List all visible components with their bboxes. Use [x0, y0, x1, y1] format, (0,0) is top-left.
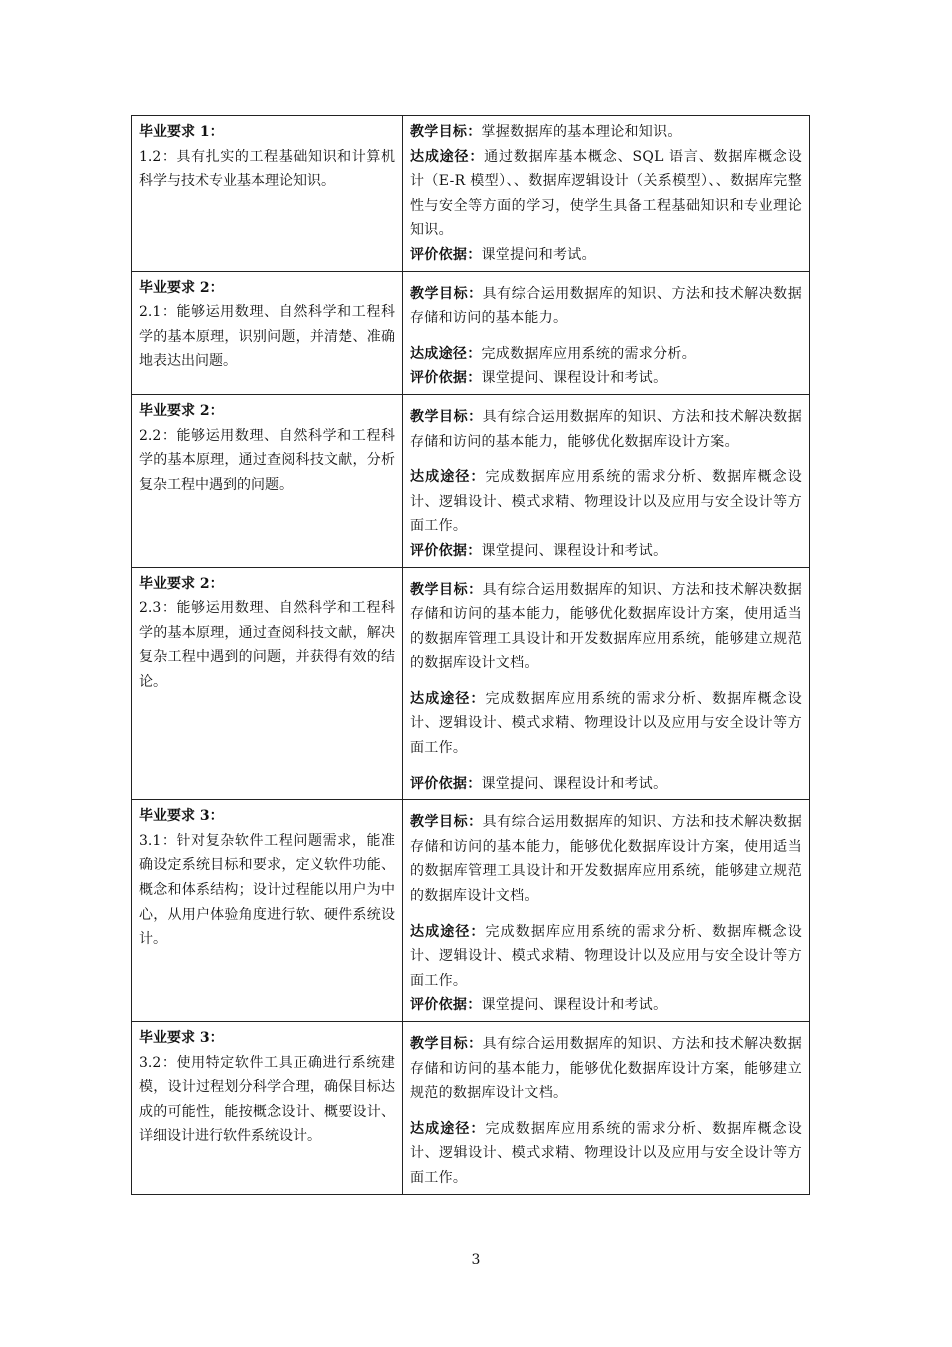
requirement-title: 毕业要求 2： — [139, 402, 224, 419]
goal-text: 具有综合运用数据库的知识、方法和技术解决数据存储和访问的基本能力，能够优化数据库设计方案，能够建立规范的数据库设计文档。 — [410, 1036, 802, 1102]
requirement-title: 毕业要求 2： — [139, 279, 224, 296]
eval-label: 评价依据： — [410, 997, 482, 1014]
path-text: 完成数据库应用系统的需求分析、数据库概念设计、逻辑设计、模式求精、物理设计以及应用与安全设计等方面工作。 — [410, 1120, 802, 1186]
requirement-text: 3.1：针对复杂软件工程问题需求，能准确设定系统目标和要求，定义软件功能、概念和体系结构；设计过程能以用户为中心，从用户体验角度进行软、硬件系统设计。 — [139, 832, 395, 948]
objective-cell — [403, 800, 810, 1022]
requirement-cell — [132, 116, 403, 272]
goal-text: 掌握数据库的基本理论和知识。 — [481, 124, 682, 140]
eval-text: 课堂提问和考试。 — [481, 246, 596, 263]
objective-cell — [403, 567, 810, 800]
path-label: 达成途径： — [410, 690, 486, 707]
goal-label: 教学目标： — [410, 408, 483, 425]
page-number: 3 — [471, 1252, 481, 1268]
requirement-text: 2.1：能够运用数理、自然科学和工程科学的基本原理，识别问题，并清楚、准确地表达出问题。 — [139, 304, 395, 370]
goal-text: 具有综合运用数据库的知识、方法和技术解决数据存储和访问的基本能力，能够优化数据库设计方案，使用适当的数据库管理工具设计和开发数据库应用系统，能够建立规范的数据库设计文档。 — [410, 814, 802, 905]
goal-label: 教学目标： — [410, 1036, 483, 1052]
eval-text: 课堂提问、课程设计和考试。 — [481, 542, 668, 559]
requirement-cell — [132, 1022, 403, 1195]
requirements-table — [131, 115, 810, 1195]
table-row — [132, 800, 810, 1022]
requirement-cell — [132, 567, 403, 800]
objective-cell — [403, 271, 810, 394]
objective-cell — [403, 116, 810, 272]
requirement-title: 毕业要求 3： — [139, 1030, 224, 1046]
table-row — [132, 1022, 810, 1195]
objective-cell — [403, 394, 810, 567]
path-text: 完成数据库应用系统的需求分析、数据库概念设计、逻辑设计、模式求精、物理设计以及应用与安全设计等方面工作。 — [410, 923, 802, 989]
requirement-text: 1.2：具有扎实的工程基础知识和计算机科学与技术专业基本理论知识。 — [139, 148, 395, 190]
requirement-text: 2.3：能够运用数理、自然科学和工程科学的基本原理，通过查阅科技文献，解决复杂工程中遇到的问题，并获得有效的结论。 — [139, 600, 395, 690]
path-label: 达成途径： — [410, 469, 486, 486]
requirement-title: 毕业要求 3： — [139, 808, 224, 825]
goal-label: 教学目标： — [410, 124, 482, 140]
eval-label: 评价依据： — [410, 370, 482, 387]
eval-label: 评价依据： — [410, 775, 482, 792]
eval-label: 评价依据： — [410, 246, 482, 263]
goal-text: 具有综合运用数据库的知识、方法和技术解决数据存储和访问的基本能力，能够优化数据库设计方案。 — [410, 408, 802, 450]
table-row — [132, 271, 810, 394]
path-label: 达成途径： — [410, 1120, 486, 1137]
table-row — [132, 394, 810, 567]
table-row — [132, 116, 810, 272]
path-label: 达成途径： — [410, 923, 486, 940]
path-label: 达成途径： — [410, 148, 485, 165]
eval-label: 评价依据： — [410, 542, 482, 559]
eval-text: 课堂提问、课程设计和考试。 — [481, 775, 668, 792]
path-label: 达成途径： — [410, 345, 482, 362]
path-text: 通过数据库基本概念、SQL 语言、数据库概念设计（E-R 模型）、、数据库逻辑设计（关系模型）、、数据库完整性与安全等方面的学习，使学生具备工程基础知识和专业理论知识。 — [410, 148, 803, 239]
goal-label: 教学目标： — [410, 814, 483, 831]
goal-text: 具有综合运用数据库的知识、方法和技术解决数据存储和访问的基本能力，能够优化数据库设计方案，使用适当的数据库管理工具设计和开发数据库应用系统，能够建立规范的数据库设计文档。 — [410, 581, 802, 672]
goal-text: 具有综合运用数据库的知识、方法和技术解决数据存储和访问的基本能力。 — [410, 285, 802, 327]
requirement-title: 毕业要求 1： — [139, 124, 224, 140]
table-row — [132, 567, 810, 800]
requirement-title: 毕业要求 2： — [139, 575, 224, 592]
eval-text: 课堂提问、课程设计和考试。 — [481, 370, 668, 387]
path-text: 完成数据库应用系统的需求分析、数据库概念设计、逻辑设计、模式求精、物理设计以及应用与安全设计等方面工作。 — [410, 469, 802, 535]
goal-label: 教学目标： — [410, 285, 483, 302]
eval-text: 课堂提问、课程设计和考试。 — [481, 997, 668, 1014]
path-text: 完成数据库应用系统的需求分析。 — [481, 345, 696, 362]
requirement-text: 3.2：使用特定软件工具正确进行系统建模，设计过程划分科学合理，确保目标达成的可能性，能按概念设计、概要设计、详细设计进行软件系统设计。 — [139, 1054, 395, 1145]
path-text: 完成数据库应用系统的需求分析、数据库概念设计、逻辑设计、模式求精、物理设计以及应用与安全设计等方面工作。 — [410, 690, 802, 757]
requirement-cell — [132, 800, 403, 1022]
requirement-cell — [132, 394, 403, 567]
requirement-cell — [132, 271, 403, 394]
requirement-text: 2.2：能够运用数理、自然科学和工程科学的基本原理，通过查阅科技文献，分析复杂工程中遇到的问题。 — [139, 427, 395, 493]
objective-cell — [403, 1022, 810, 1195]
goal-label: 教学目标： — [410, 581, 483, 598]
